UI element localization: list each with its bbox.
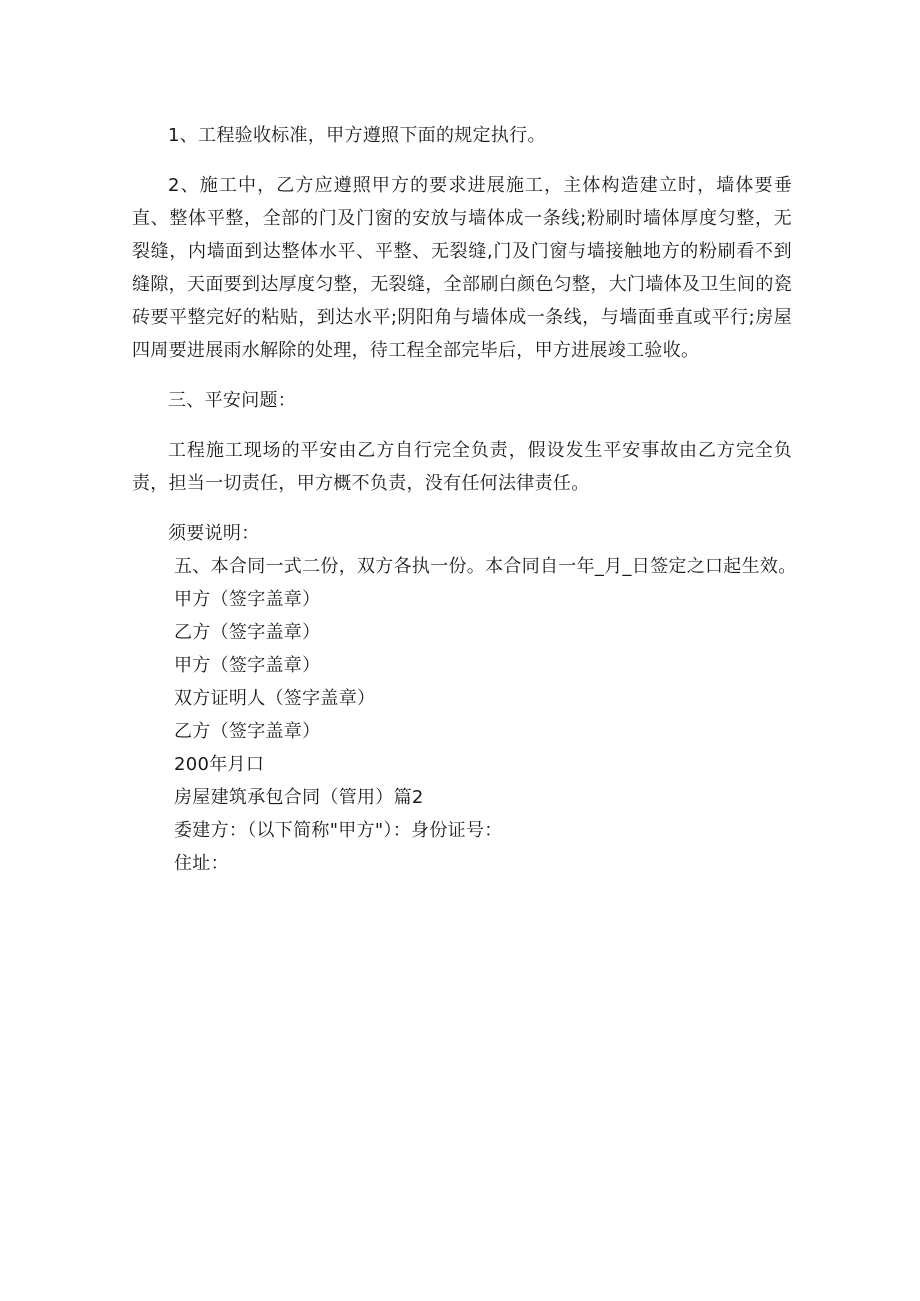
client-line: 委建方：（以下简称"甲方"）：身份证号： [174,820,503,841]
date-line: 200年月口 [174,754,265,775]
signature-party-b-2: 乙方（签字盖章） [174,721,321,742]
address-line: 住址： [174,853,229,874]
document-body [132,119,797,880]
section-title: 房屋建筑承包合同（管用）篇2 [174,787,424,808]
clause-acceptance-standard: 1、工程验收标准，甲方遵照下面的规定执行。 [168,125,546,146]
heading-safety: 三、平安问题： [168,390,297,411]
clause-construction-requirements: 2、施工中，乙方应遵照甲方的要求进展施工，主体构造建立时，墙体要垂直、整体平整，全部的门及门窗的安放与墙体成一条线;粉刷时墙体厚度匀整，无裂缝，内墙面到达整体水平、平整、无裂缝,门及门窗与墙接触地方的粉刷看不到缝隙，天面要到达厚度匀整，无裂缝，全部刷白颜色匀整，大门墙体及卫生间的瓷砖要平整完好的粘贴，到达水平;阴阳角与墙体成一条线，与墙面垂直或平行;房屋四周要进展雨水解除的处理，待工程全部完毕后，甲方进展竣工验收。 [132,175,792,361]
signature-witness: 双方证明人（签字盖章） [174,688,376,709]
clause-safety: 工程施工现场的平安由乙方自行完全负责，假设发生平安事故由乙方完全负责，担当一切责任，甲方概不负责，没有任何法律责任。 [132,440,792,494]
signature-party-a-2: 甲方（签字盖章） [174,655,321,676]
clause-copies-effective: 五、本合同一式二份，双方各执一份。本合同自一年_月_日签定之口起生效。 [174,556,797,577]
note-heading: 须要说明： [168,523,260,544]
signature-party-b: 乙方（签字盖章） [174,622,321,643]
signature-party-a: 甲方（签字盖章） [174,589,321,610]
